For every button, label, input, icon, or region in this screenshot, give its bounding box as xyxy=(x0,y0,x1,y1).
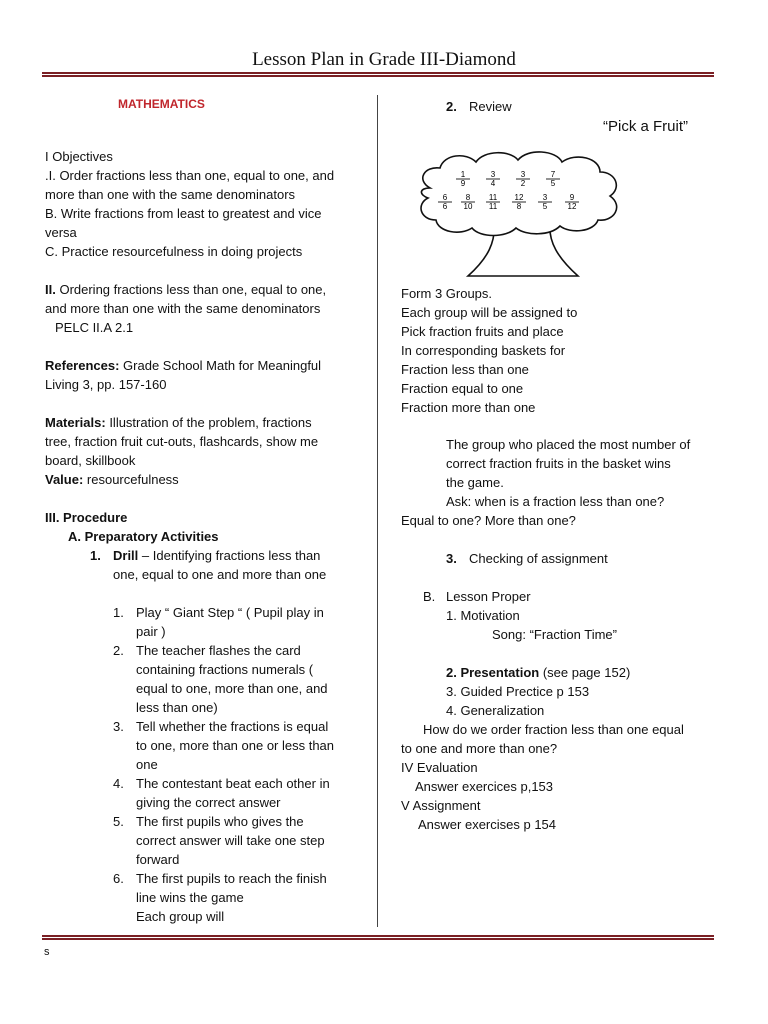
section-ii-label: II. xyxy=(45,282,56,297)
evaluation-heading: IV Evaluation xyxy=(401,760,478,775)
presentation-line xyxy=(446,663,630,682)
group-instruction-line: Each group will be assigned to xyxy=(401,305,578,320)
step-text: less than one) xyxy=(136,700,218,715)
fraction-denominator: 5 xyxy=(550,179,556,188)
preparatory-heading: A. Preparatory Activities xyxy=(68,529,219,544)
ask-line2: Equal to one? More than one? xyxy=(401,513,576,528)
footer-rule xyxy=(42,935,714,940)
fraction-numerator: 7 xyxy=(550,170,556,179)
assignment-answer: Answer exercises p 154 xyxy=(418,817,557,832)
fraction-denominator: 5 xyxy=(542,202,548,211)
ask-line1: Ask: when is a fraction less than one? xyxy=(446,494,665,509)
wins-line2: correct fraction fruits in the basket wins xyxy=(446,456,671,471)
fraction-denominator: 2 xyxy=(520,179,526,188)
evaluation-answer: Answer exercices p,153 xyxy=(415,779,554,794)
step-text: correct answer will take one step xyxy=(136,833,325,848)
step-number: 2. xyxy=(113,643,124,658)
header-rule xyxy=(42,72,714,77)
procedure-heading: III. Procedure xyxy=(45,510,128,525)
value-text: resourcefulness xyxy=(83,472,179,487)
step-text: giving the correct answer xyxy=(136,795,281,810)
fraction-numerator: 8 xyxy=(465,193,471,202)
step-number: 4. xyxy=(113,776,124,791)
presentation-text: (see page 152) xyxy=(539,665,631,680)
drill-line1 xyxy=(113,546,320,565)
step-number: 1. xyxy=(113,605,124,620)
fraction-denominator: 10 xyxy=(463,202,473,211)
step-text: one xyxy=(136,757,158,772)
fraction-numerator: 6 xyxy=(442,193,448,202)
assignment-heading: V Assignment xyxy=(401,798,481,813)
objective-a-line1: .I. Order fractions less than one, equal to one, and xyxy=(45,168,335,183)
objective-c: C. Practice resourcefulness in doing projects xyxy=(45,244,303,259)
song: Song: “Fraction Time” xyxy=(492,627,617,642)
step-text: The contestant beat each other in xyxy=(136,776,330,791)
step-text: Each group will xyxy=(136,909,225,924)
references-line1 xyxy=(45,356,321,375)
step-number: 6. xyxy=(113,871,124,886)
footer-mark: s xyxy=(44,946,50,958)
step-text: Tell whether the fractions is equal xyxy=(136,719,329,734)
value-label: Value: xyxy=(45,472,84,487)
materials-line1 xyxy=(45,413,312,432)
group-instruction-line: In corresponding baskets for xyxy=(401,343,566,358)
objective-b-line1: B. Write fractions from least to greatest and vice xyxy=(45,206,322,221)
check-number: 3. xyxy=(446,551,457,566)
fraction-numerator: 9 xyxy=(569,193,575,202)
section-ii-line1 xyxy=(45,280,326,299)
guided-practice: 3. Guided Prectice p 153 xyxy=(446,684,590,699)
page-title: Lesson Plan in Grade III-Diamond xyxy=(252,49,516,70)
fraction-denominator: 4 xyxy=(490,179,496,188)
drill-number: 1. xyxy=(90,548,101,563)
step-text: The teacher flashes the card xyxy=(136,643,301,658)
lesson-proper-heading: Lesson Proper xyxy=(446,589,531,604)
review-heading: Review xyxy=(469,99,512,114)
review-number: 2. xyxy=(446,99,457,114)
materials-line3: board, skillbook xyxy=(45,453,136,468)
pelc-code: PELC II.A 2.1 xyxy=(55,320,134,335)
motivation: 1. Motivation xyxy=(446,608,520,623)
column-divider xyxy=(377,95,378,927)
value-line xyxy=(45,470,179,489)
pick-a-fruit-title: “Pick a Fruit” xyxy=(603,118,689,135)
fraction-numerator: 3 xyxy=(520,170,526,179)
section-ii-text1: Ordering fractions less than one, equal to one, xyxy=(55,282,327,297)
step-text: The first pupils to reach the finish xyxy=(136,871,327,886)
step-text: to one, more than one or less than xyxy=(136,738,335,753)
group-instruction-line: Fraction equal to one xyxy=(401,381,524,396)
presentation-label: 2. Presentation xyxy=(446,665,540,680)
step-text: containing fractions numerals ( xyxy=(136,662,314,677)
wins-line3: the game. xyxy=(446,475,504,490)
fraction-numerator: 12 xyxy=(514,193,524,202)
objectives-heading: I Objectives xyxy=(45,149,113,164)
fraction-numerator: 3 xyxy=(490,170,496,179)
materials-label: Materials: xyxy=(45,415,106,430)
fraction-numerator: 1 xyxy=(460,170,466,179)
step-text: line wins the game xyxy=(136,890,244,905)
lesson-proper-letter: B. xyxy=(423,589,436,604)
drill-label: Drill xyxy=(113,548,139,563)
how-line1: How do we order fraction less than one equal xyxy=(423,722,684,737)
fraction-denominator: 12 xyxy=(567,202,577,211)
step-number: 5. xyxy=(113,814,124,829)
group-instruction-line: Fraction more than one xyxy=(401,400,536,415)
drill-text1: – Identifying fractions less than xyxy=(138,548,321,563)
step-number: 3. xyxy=(113,719,124,734)
generalization: 4. Generalization xyxy=(446,703,545,718)
step-text: forward xyxy=(136,852,180,867)
section-ii-line2: and more than one with the same denominators xyxy=(45,301,321,316)
check-assignment: Checking of assignment xyxy=(469,551,608,566)
materials-line2: tree, fraction fruit cut-outs, flashcards, show me xyxy=(45,434,319,449)
fraction-denominator: 11 xyxy=(488,202,498,211)
step-text: pair ) xyxy=(136,624,166,639)
step-text: The first pupils who gives the xyxy=(136,814,304,829)
fraction-numerator: 3 xyxy=(542,193,548,202)
fraction-denominator: 6 xyxy=(442,202,448,211)
objective-b-line2: versa xyxy=(45,225,77,240)
fraction-tree-illustration xyxy=(410,150,630,285)
drill-line2: one, equal to one and more than one xyxy=(113,567,327,582)
how-line2: to one and more than one? xyxy=(401,741,558,756)
group-instruction-line: Form 3 Groups. xyxy=(401,286,493,301)
references-line2: Living 3, pp. 157-160 xyxy=(45,377,167,392)
fraction-numerator: 11 xyxy=(488,193,498,202)
group-instruction-line: Fraction less than one xyxy=(401,362,529,377)
objective-a-line2: more than one with the same denominators xyxy=(45,187,296,202)
subject-heading: MATHEMATICS xyxy=(118,97,205,111)
fraction-denominator: 9 xyxy=(460,179,466,188)
materials-text1: Illustration of the problem, fractions xyxy=(105,415,312,430)
references-text1: Grade School Math for Meaningful xyxy=(119,358,322,373)
step-text: equal to one, more than one, and xyxy=(136,681,328,696)
group-instruction-line: Pick fraction fruits and place xyxy=(401,324,564,339)
step-text: Play “ Giant Step “ ( Pupil play in xyxy=(136,605,324,620)
fraction-denominator: 8 xyxy=(516,202,522,211)
references-label: References: xyxy=(45,358,120,373)
wins-line1: The group who placed the most number of xyxy=(446,437,691,452)
